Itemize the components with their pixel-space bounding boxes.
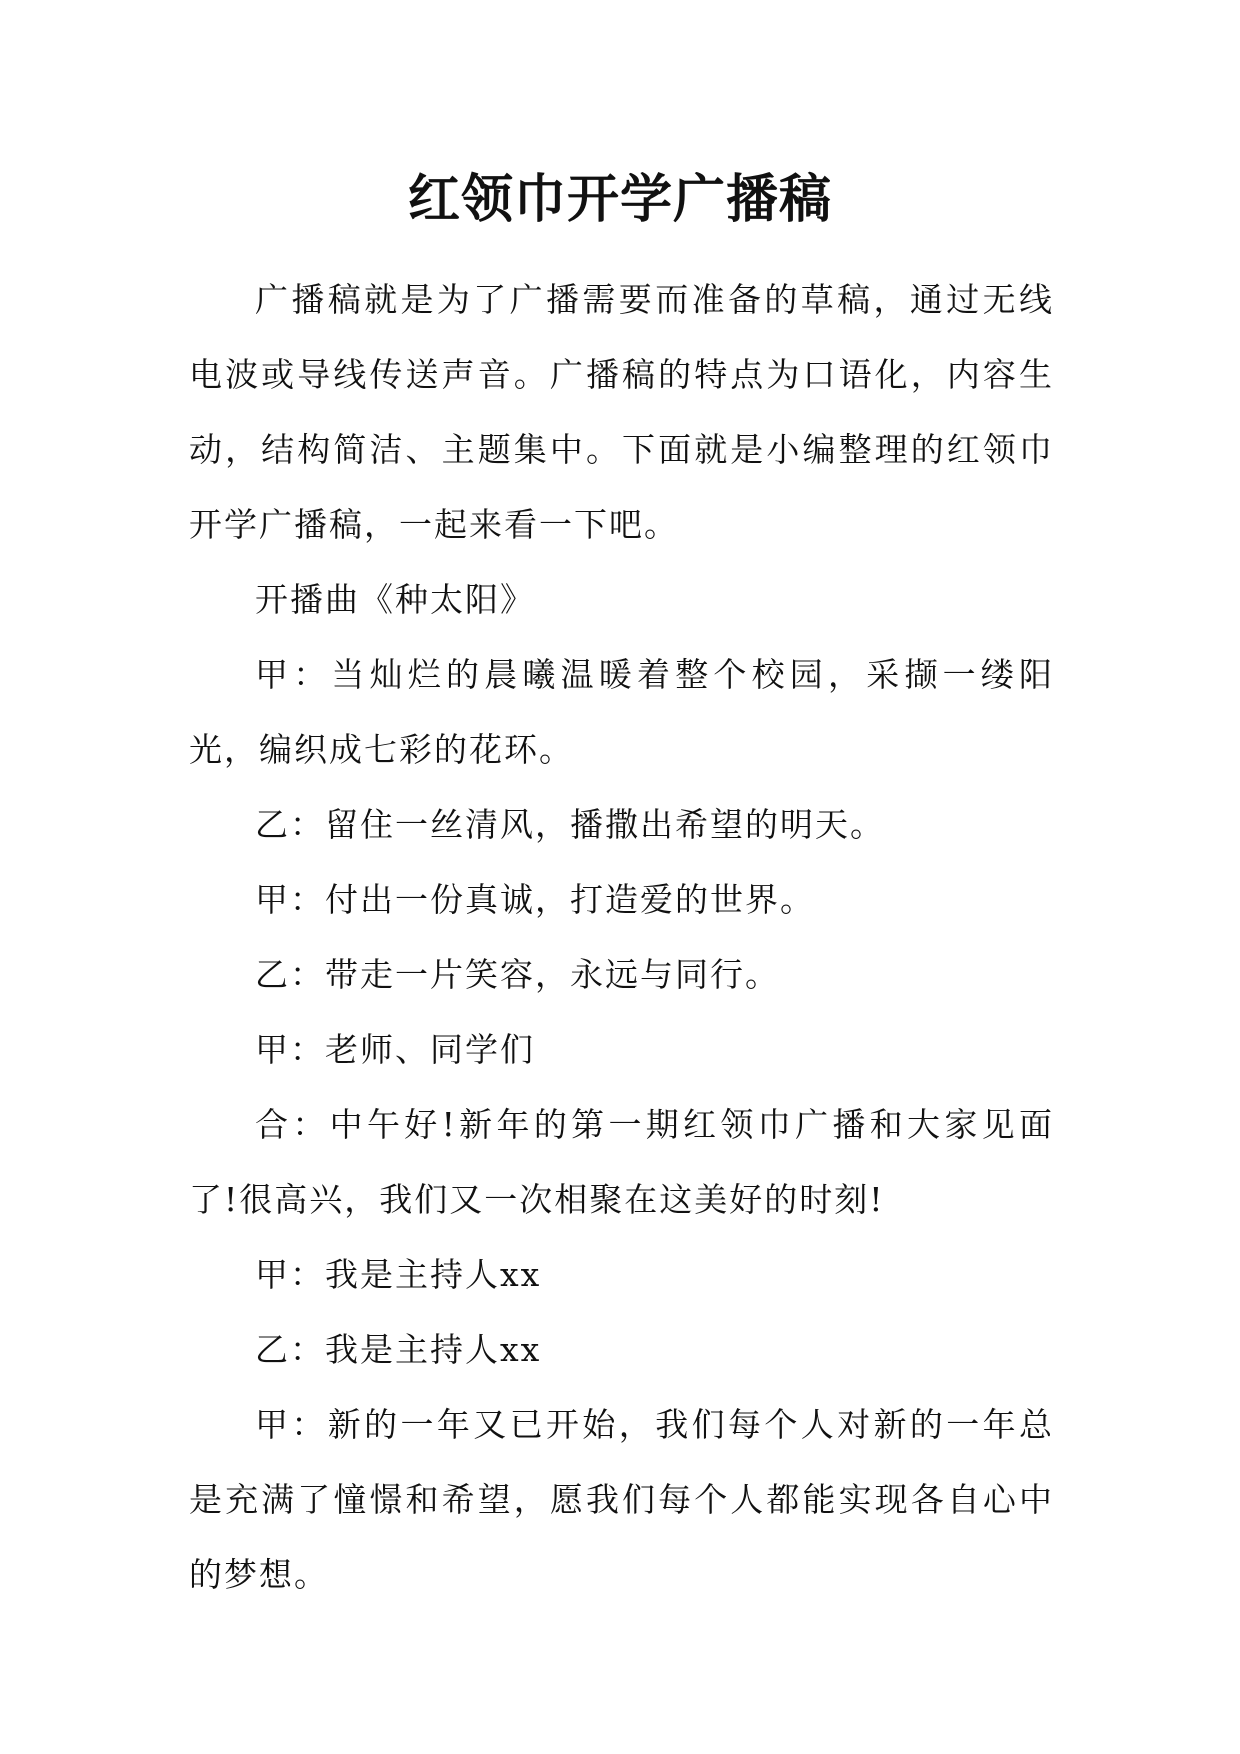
paragraph-line: 乙：留住一丝清风，播撒出希望的明天。 (255, 805, 885, 844)
paragraph-line: 甲：新的一年又已开始，我们每个人对新的一年总是充满了憧憬和希望，愿我们每个人都能实现各自心中的梦想。 (189, 1405, 1054, 1594)
paragraph-line: 乙：带走一片笑容，永远与同行。 (255, 955, 780, 994)
document-body (189, 262, 1054, 1612)
paragraph-line: 甲：老师、同学们 (255, 1030, 535, 1069)
paragraph-line: 甲：付出一份真诚，打造爱的世界。 (255, 880, 815, 919)
paragraph-line: 甲：当灿烂的晨曦温暖着整个校园，采撷一缕阳光，编织成七彩的花环。 (189, 655, 1054, 769)
paragraph-line: 甲：我是主持人xx (255, 1255, 542, 1294)
paragraph-intro: 广播稿就是为了广播需要而准备的草稿，通过无线电波或导线传送声音。广播稿的特点为口语化，内容生动，结构简洁、主题集中。下面就是小编整理的红领巾开学广播稿，一起来看一下吧。 (189, 280, 1054, 544)
paragraph-line: 合：中午好!新年的第一期红领巾广播和大家见面了!很高兴，我们又一次相聚在这美好的时刻! (189, 1105, 1054, 1219)
document-title: 红领巾开学广播稿 (407, 169, 832, 230)
paragraph-opening-song: 开播曲《种太阳》 (255, 580, 535, 619)
paragraph-line: 乙：我是主持人xx (255, 1330, 542, 1369)
